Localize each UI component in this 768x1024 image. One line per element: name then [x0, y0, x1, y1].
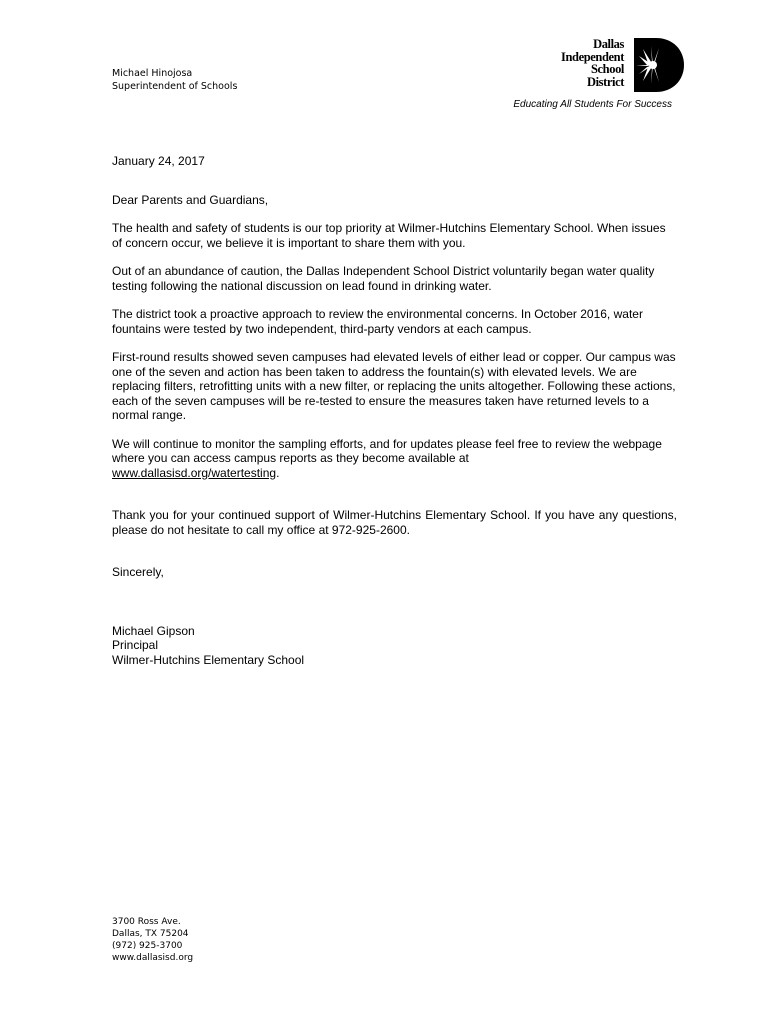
footer-city: Dallas, TX 75204: [112, 929, 189, 939]
logo-line-1: Dallas: [593, 37, 624, 51]
sender-title: Superintendent of Schools: [112, 81, 238, 92]
paragraph-testing: Out of an abundance of caution, the Dallas Independent School District voluntarily began water quality testing following the national discussion on lead found in drinking water.: [112, 264, 655, 293]
letter-body: [112, 154, 677, 667]
footer-street: 3700 Ross Ave.: [112, 917, 181, 927]
updates-text: We will continue to monitor the sampling efforts, and for updates please feel free to review the webpage where you can access campus reports as they become available at: [112, 436, 662, 465]
letter-date: January 24, 2017: [112, 154, 205, 168]
paragraph-safety: The health and safety of students is our top priority at Wilmer-Hutchins Elementary School. When issues of concern occur, we believe it is important to share them with you.: [112, 221, 666, 250]
letterhead-sender: [112, 67, 237, 93]
logo-line-4: District: [586, 74, 624, 89]
paragraph-thanks: Thank you for your continued support of Wilmer-Hutchins Elementary School. If you have any questions, please do not hesitate to call my office at 972-925-2600.: [112, 508, 677, 537]
logo-wordmark: [561, 38, 624, 88]
sender-name: Michael Hinojosa: [112, 68, 193, 79]
letter-salutation: Dear Parents and Guardians,: [112, 192, 269, 207]
dallas-isd-d-sunburst-icon: [632, 38, 684, 92]
logo-line-3: School: [590, 62, 624, 76]
paragraph-updates: [112, 437, 677, 481]
paragraph-results: First-round results showed seven campuses had elevated levels of either lead or copper. Our campus was one of the seven and action has been taken to address the fountain(s) with elevated levels. We are replacing filters, retrofitting units with a new filter, or replacing the units altogether. Following these actions, each of the seven campuses will be re-tested to ensure the measures taken have returned levels to a normal range.: [112, 350, 676, 422]
paragraph-approach: The district took a proactive approach to review the environmental concerns. In October 2016, water fountains were tested by two independent, third-party vendors at each campus.: [112, 307, 643, 336]
footer-phone: (972) 925-3700: [112, 941, 183, 951]
logo-tagline: Educating All Students For Success: [513, 99, 672, 110]
footer-website: www.dallasisd.org: [112, 953, 194, 963]
signer-school: Wilmer-Hutchins Elementary School: [112, 652, 305, 667]
water-testing-link[interactable]: www.dallasisd.org/watertesting: [112, 465, 277, 480]
letterhead-footer: [112, 916, 193, 964]
signer-name: Michael Gipson: [112, 623, 195, 638]
letter-closing: Sincerely,: [112, 565, 164, 579]
logo-line-2: Independent: [561, 49, 624, 64]
district-logo: [556, 38, 684, 96]
signer-title: Principal: [112, 638, 159, 652]
updates-period: .: [276, 465, 280, 480]
